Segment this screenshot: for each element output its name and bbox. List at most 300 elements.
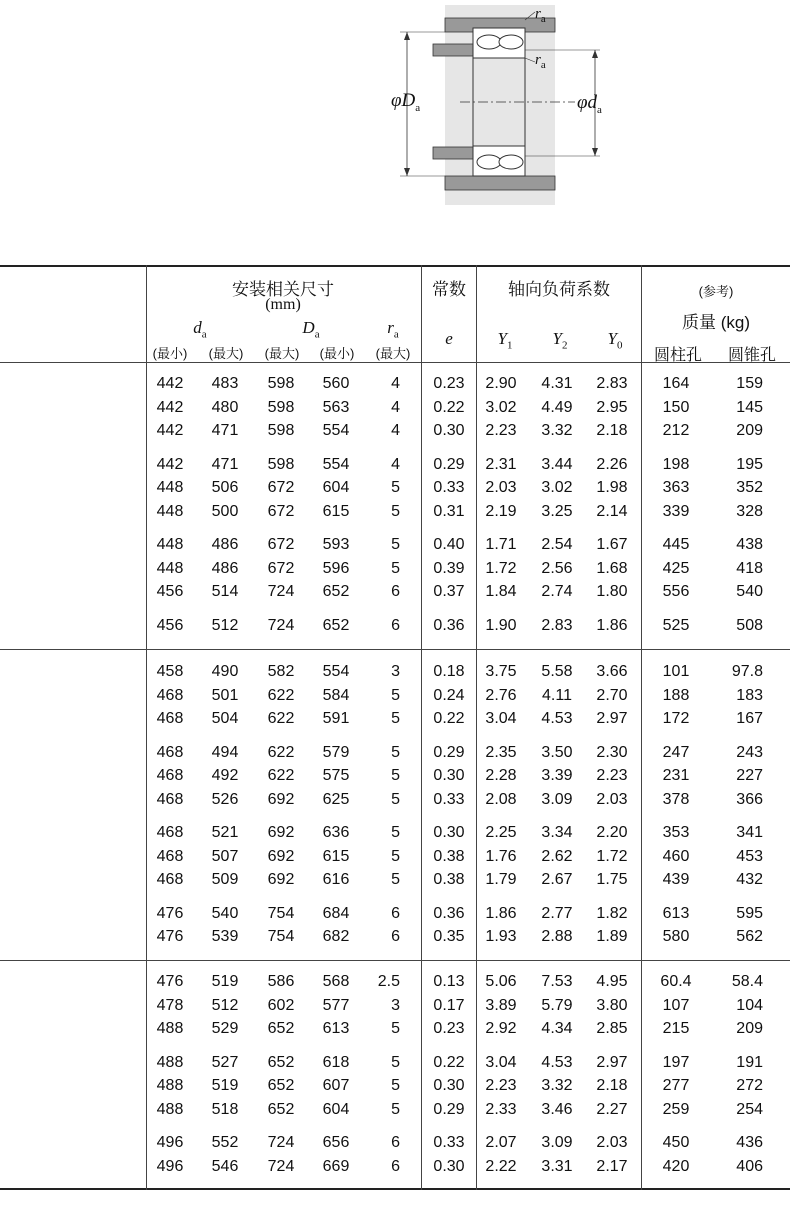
cell-Y0: 2.20: [596, 824, 628, 841]
cell-Da-max: 652: [267, 1077, 295, 1094]
e-symbol: e: [445, 329, 453, 348]
cell-Y0: 3.66: [596, 663, 628, 680]
cell-Y2: 2.88: [541, 928, 573, 945]
cell-Y2: 3.34: [541, 824, 573, 841]
cell-Y0: 2.70: [596, 686, 628, 704]
cell-Da-max: 622: [267, 686, 295, 704]
cell-Da-max: 692: [267, 824, 295, 841]
cell-ra-max: 3: [391, 663, 400, 680]
cell-Y0: 2.03: [596, 790, 628, 808]
cell-Y2: 3.50: [541, 743, 573, 761]
cell-da-max: 509: [211, 871, 239, 888]
cell-Y0: 2.95: [596, 398, 628, 416]
cell-da-min: 468: [156, 743, 184, 761]
cell-Da-min: 591: [322, 710, 350, 727]
cell-da-max: 518: [211, 1100, 239, 1118]
cell-Y1: 2.22: [485, 1157, 517, 1175]
cell-mass-taper: 406: [736, 1157, 763, 1175]
cell-Y0: 1.89: [596, 928, 628, 945]
cell-da-min: 468: [156, 871, 184, 888]
cell-Y0: 2.85: [596, 1020, 628, 1037]
cell-Da-max: 724: [267, 1134, 295, 1151]
cell-mass-taper: 272: [736, 1077, 763, 1094]
cell-mass-cyl: 353: [662, 824, 690, 841]
cell-e: 0.30: [433, 824, 465, 841]
cell-mass-taper: 209: [736, 422, 763, 439]
cell-mass-taper: 418: [736, 559, 763, 577]
cylindrical-bore-header: 圆柱孔: [653, 347, 703, 364]
cell-mass-taper: 195: [736, 455, 763, 473]
cell-mass-cyl: 556: [662, 583, 690, 600]
cell-Y2: 2.74: [541, 583, 573, 600]
cell-Da-max: 672: [267, 502, 295, 520]
cell-da-max: 506: [211, 479, 239, 496]
cell-Da-min: 604: [322, 479, 350, 496]
cell-Y2: 4.31: [541, 375, 573, 392]
cell-Y1: 1.71: [485, 536, 517, 553]
cell-Y2: 3.31: [541, 1157, 573, 1175]
cell-Y0: 1.98: [596, 479, 628, 496]
constant-header: 常数: [432, 280, 466, 299]
bearing-mounting-diagram: [385, 0, 615, 210]
cell-e: 0.22: [433, 1053, 465, 1071]
cell-e: 0.30: [433, 1157, 465, 1175]
cell-da-max: 507: [211, 847, 239, 865]
cell-ra-max: 5: [391, 790, 400, 808]
cell-mass-cyl: 164: [662, 375, 690, 392]
cell-Y1: 2.23: [485, 1077, 517, 1094]
cell-mass-cyl: 212: [662, 422, 690, 439]
cell-Da-min: 568: [322, 973, 350, 990]
cell-da-min: 468: [156, 767, 184, 784]
cell-Y2: 7.53: [541, 973, 573, 990]
cell-ra-max: 6: [391, 928, 400, 945]
cell-mass-taper: 97.8: [731, 663, 763, 680]
cell-Y0: 2.14: [596, 502, 628, 520]
cell-Y2: 3.02: [541, 479, 573, 496]
cell-Da-max: 598: [267, 422, 295, 439]
install-dimensions-header: 安装相关尺寸: [232, 280, 334, 299]
cell-e: 0.33: [433, 790, 465, 808]
cell-e: 0.22: [433, 398, 465, 416]
cell-Da-min: 656: [322, 1134, 350, 1151]
col-divider-1: [146, 265, 147, 1190]
cell-Da-max: 754: [267, 904, 295, 922]
cell-Da-min: 615: [322, 502, 350, 520]
cell-Y1: 2.23: [485, 422, 517, 439]
cell-da-min: 488: [156, 1020, 184, 1037]
cell-da-max: 486: [211, 559, 239, 577]
cell-Y2: 3.25: [541, 502, 573, 520]
cell-mass-cyl: 420: [662, 1157, 690, 1175]
cell-mass-taper: 243: [736, 743, 763, 761]
cell-Da-min: 613: [322, 1020, 350, 1037]
ra-max-label: (最大): [375, 346, 411, 361]
cell-ra-max: 5: [391, 1053, 400, 1071]
cell-Y1: 3.04: [485, 1053, 517, 1071]
cell-mass-taper: 453: [736, 847, 763, 865]
cell-Y0: 2.27: [596, 1100, 628, 1118]
cell-da-min: 478: [156, 996, 184, 1014]
cell-ra-max: 5: [391, 847, 400, 865]
cell-mass-taper: 595: [736, 904, 763, 922]
cell-e: 0.37: [433, 583, 465, 600]
cell-da-min: 468: [156, 710, 184, 727]
cell-Y2: 2.56: [541, 559, 573, 577]
cell-e: 0.29: [433, 1100, 465, 1118]
cell-e: 0.13: [433, 973, 465, 990]
table-bottom-rule: [0, 1188, 790, 1190]
cell-ra-max: 4: [391, 375, 400, 392]
Da-diameter-label: $\varphi D_a$: [391, 90, 421, 114]
cell-e: 0.36: [433, 904, 465, 922]
cell-Y0: 2.26: [596, 455, 628, 473]
cell-mass-cyl: 425: [662, 559, 690, 577]
cell-Da-min: 652: [322, 616, 350, 634]
cell-da-min: 488: [156, 1077, 184, 1094]
cell-da-max: 546: [211, 1157, 239, 1175]
cell-da-min: 468: [156, 686, 184, 704]
cell-Da-min: 593: [322, 536, 350, 553]
cell-Da-max: 754: [267, 928, 295, 945]
da-min-label: (最小): [152, 346, 188, 361]
Da-symbol: $D_a$: [302, 318, 320, 341]
cell-ra-max: 5: [391, 479, 400, 496]
cell-da-max: 490: [211, 663, 239, 680]
cell-Y2: 2.67: [541, 871, 573, 888]
cell-Y0: 2.30: [596, 743, 628, 761]
cell-da-min: 448: [156, 559, 184, 577]
cell-mass-taper: 540: [736, 583, 763, 600]
cell-Y0: 1.68: [596, 559, 628, 577]
cell-Da-max: 582: [267, 663, 295, 680]
cell-Y0: 2.97: [596, 710, 628, 727]
cell-mass-cyl: 339: [662, 502, 690, 520]
cell-mass-taper: 328: [736, 502, 763, 520]
cell-mass-taper: 438: [736, 536, 763, 553]
cell-ra-max: 2.5: [377, 973, 400, 990]
cell-Y1: 1.86: [485, 904, 517, 922]
cell-Y1: 3.04: [485, 710, 517, 727]
cell-Y1: 3.02: [485, 398, 517, 416]
cell-da-min: 468: [156, 847, 184, 865]
cell-ra-max: 6: [391, 616, 400, 634]
ra-symbol: $r_a$: [387, 318, 399, 341]
cell-mass-taper: 159: [736, 375, 763, 392]
cell-Da-min: 584: [322, 686, 350, 704]
cell-e: 0.30: [433, 1077, 465, 1094]
cell-Y1: 2.76: [485, 686, 517, 704]
cell-da-max: 514: [211, 583, 239, 600]
ra-mid-label: $r_a$: [535, 52, 546, 71]
cell-mass-taper: 58.4: [731, 973, 763, 990]
cell-Y0: 1.86: [596, 616, 628, 634]
cell-da-max: 501: [211, 686, 239, 704]
cell-Y2: 3.09: [541, 1134, 573, 1151]
cell-da-min: 448: [156, 536, 184, 553]
cell-mass-taper: 341: [736, 824, 763, 841]
cell-ra-max: 5: [391, 871, 400, 888]
cell-da-min: 496: [156, 1157, 184, 1175]
cell-Y2: 5.79: [541, 996, 573, 1014]
cell-Da-min: 652: [322, 583, 350, 600]
cell-e: 0.38: [433, 871, 465, 888]
cell-Y2: 4.53: [541, 1053, 573, 1071]
cell-Da-max: 622: [267, 743, 295, 761]
cell-e: 0.39: [433, 559, 465, 577]
cell-da-max: 483: [211, 375, 239, 392]
cell-ra-max: 5: [391, 1077, 400, 1094]
cell-mass-cyl: 197: [662, 1053, 690, 1071]
cell-Y2: 3.32: [541, 1077, 573, 1094]
cell-Da-max: 622: [267, 710, 295, 727]
cell-ra-max: 5: [391, 1020, 400, 1037]
cell-mass-taper: 562: [736, 928, 763, 945]
cell-da-max: 471: [211, 455, 239, 473]
cell-da-max: 519: [211, 973, 239, 990]
cell-Y1: 2.03: [485, 479, 517, 496]
cell-Y1: 1.90: [485, 616, 517, 634]
cell-Y0: 2.97: [596, 1053, 628, 1071]
cell-ra-max: 4: [391, 455, 400, 473]
cell-da-min: 488: [156, 1053, 184, 1071]
cell-Y1: 2.07: [485, 1134, 517, 1151]
cell-Y0: 2.18: [596, 1077, 628, 1094]
cell-e: 0.33: [433, 479, 465, 496]
cell-da-max: 500: [211, 502, 239, 520]
cell-Da-min: 616: [322, 871, 350, 888]
cell-da-min: 468: [156, 824, 184, 841]
cell-Da-max: 652: [267, 1020, 295, 1037]
cell-Y1: 1.79: [485, 871, 517, 888]
cell-da-max: 504: [211, 710, 239, 727]
cell-Da-max: 652: [267, 1053, 295, 1071]
cell-Da-min: 625: [322, 790, 350, 808]
cell-mass-cyl: 439: [662, 871, 690, 888]
cell-Da-min: 560: [322, 375, 350, 392]
cell-e: 0.38: [433, 847, 465, 865]
cell-e: 0.23: [433, 375, 465, 392]
cell-da-min: 456: [156, 583, 184, 600]
cell-da-max: 539: [211, 928, 239, 945]
cell-Da-min: 636: [322, 824, 350, 841]
cell-Y1: 2.92: [485, 1020, 517, 1037]
cell-ra-max: 5: [391, 686, 400, 704]
cell-Y0: 4.95: [596, 973, 628, 990]
cell-Da-max: 692: [267, 871, 295, 888]
cell-da-min: 496: [156, 1134, 184, 1151]
cell-mass-taper: 432: [736, 871, 763, 888]
cell-mass-taper: 191: [736, 1053, 763, 1071]
cell-mass-taper: 508: [736, 616, 763, 634]
cell-da-max: 494: [211, 743, 239, 761]
cell-e: 0.22: [433, 710, 465, 727]
cell-Y0: 2.17: [596, 1157, 628, 1175]
cell-Da-min: 554: [322, 663, 350, 680]
cell-Da-max: 652: [267, 1100, 295, 1118]
cell-ra-max: 5: [391, 559, 400, 577]
cell-da-min: 476: [156, 973, 184, 990]
cell-mass-cyl: 60.4: [660, 973, 692, 990]
cell-ra-max: 5: [391, 824, 400, 841]
cell-Da-max: 672: [267, 559, 295, 577]
cell-mass-cyl: 277: [662, 1077, 690, 1094]
cell-da-max: 552: [211, 1134, 239, 1151]
cell-e: 0.33: [433, 1134, 465, 1151]
cell-Da-min: 607: [322, 1077, 350, 1094]
cell-da-max: 492: [211, 767, 239, 784]
cell-mass-cyl: 101: [662, 663, 690, 680]
cell-mass-cyl: 580: [662, 928, 690, 945]
cell-ra-max: 6: [391, 1157, 400, 1175]
cell-Y2: 3.32: [541, 422, 573, 439]
cell-Da-max: 724: [267, 1157, 295, 1175]
cell-ra-max: 6: [391, 904, 400, 922]
cell-e: 0.18: [433, 663, 465, 680]
cell-Y1: 2.08: [485, 790, 517, 808]
cell-Da-min: 669: [322, 1157, 350, 1175]
cell-Da-min: 575: [322, 767, 350, 784]
cell-da-min: 458: [156, 663, 184, 680]
table-top-rule: [0, 265, 790, 267]
cell-da-min: 488: [156, 1100, 184, 1118]
Y2-symbol: $Y_2$: [552, 329, 568, 352]
cell-Da-min: 684: [322, 904, 350, 922]
cell-da-max: 486: [211, 536, 239, 553]
ra-top-label: $r_a$: [535, 6, 546, 25]
cell-mass-cyl: 188: [662, 686, 690, 704]
cell-Da-max: 724: [267, 583, 295, 600]
cell-Da-min: 682: [322, 928, 350, 945]
cell-Y1: 2.19: [485, 502, 517, 520]
cell-e: 0.40: [433, 536, 465, 553]
mm-unit-label: (mm): [265, 296, 301, 313]
reference-label: (参考): [698, 284, 734, 299]
cell-Da-max: 602: [267, 996, 295, 1014]
cell-Da-min: 577: [322, 996, 350, 1014]
cell-mass-taper: 366: [736, 790, 763, 808]
cell-Y0: 2.83: [596, 375, 628, 392]
col-divider-2: [421, 265, 422, 1190]
cell-ra-max: 5: [391, 502, 400, 520]
cell-da-min: 442: [156, 398, 184, 416]
cell-Y1: 1.84: [485, 583, 517, 600]
axial-load-factor-header: 轴向负荷系数: [508, 280, 610, 299]
cell-e: 0.35: [433, 928, 465, 945]
cell-da-min: 476: [156, 904, 184, 922]
cell-Y1: 1.93: [485, 928, 517, 945]
cell-da-min: 442: [156, 455, 184, 473]
cell-Da-max: 724: [267, 616, 295, 634]
cell-Y1: 2.31: [485, 455, 517, 473]
cell-da-max: 471: [211, 422, 239, 439]
cell-mass-taper: 352: [736, 479, 763, 496]
cell-da-min: 468: [156, 790, 184, 808]
cell-da-max: 512: [211, 996, 239, 1014]
cell-mass-taper: 145: [736, 398, 763, 416]
cell-mass-cyl: 378: [662, 790, 690, 808]
da-symbol: $d_a$: [193, 318, 207, 341]
cell-ra-max: 5: [391, 767, 400, 784]
cell-Y1: 1.76: [485, 847, 517, 865]
cell-ra-max: 4: [391, 422, 400, 439]
cell-mass-taper: 209: [736, 1020, 763, 1037]
cell-ra-max: 5: [391, 743, 400, 761]
cell-Y1: 2.33: [485, 1100, 517, 1118]
cell-mass-cyl: 247: [662, 743, 690, 761]
cell-Y2: 4.53: [541, 710, 573, 727]
cell-Y0: 2.03: [596, 1134, 628, 1151]
cell-Da-max: 598: [267, 398, 295, 416]
cell-Y0: 3.80: [596, 996, 628, 1014]
cell-Da-min: 618: [322, 1053, 350, 1071]
cell-Y2: 2.62: [541, 847, 573, 865]
cell-Da-max: 598: [267, 455, 295, 473]
cell-mass-taper: 227: [736, 767, 763, 784]
cell-ra-max: 4: [391, 398, 400, 416]
Da-min-label: (最小): [319, 346, 355, 361]
cell-da-max: 529: [211, 1020, 239, 1037]
cell-mass-cyl: 231: [662, 767, 690, 784]
cell-e: 0.29: [433, 455, 465, 473]
cell-e: 0.17: [433, 996, 465, 1014]
cell-ra-max: 6: [391, 583, 400, 600]
cell-mass-taper: 167: [736, 710, 763, 727]
cell-Y1: 3.89: [485, 996, 517, 1014]
cell-Y2: 3.46: [541, 1100, 573, 1118]
cell-Y1: 2.25: [485, 824, 517, 841]
cell-mass-cyl: 445: [662, 536, 690, 553]
cell-Y0: 1.82: [596, 904, 628, 922]
cell-mass-cyl: 107: [662, 996, 690, 1014]
cell-mass-cyl: 172: [662, 710, 690, 727]
cell-Da-max: 692: [267, 790, 295, 808]
cell-Y1: 2.28: [485, 767, 517, 784]
cell-mass-cyl: 363: [662, 479, 690, 496]
cell-Y0: 1.67: [596, 536, 628, 553]
cell-Da-max: 692: [267, 847, 295, 865]
cell-da-min: 442: [156, 375, 184, 392]
cell-Y1: 3.75: [485, 663, 517, 680]
cell-e: 0.30: [433, 422, 465, 439]
cell-da-min: 448: [156, 502, 184, 520]
cell-mass-taper: 183: [736, 686, 763, 704]
cell-mass-taper: 254: [736, 1100, 763, 1118]
Y0-symbol: $Y_0$: [607, 329, 623, 352]
cell-e: 0.24: [433, 686, 465, 704]
col-divider-4: [641, 265, 642, 1190]
Da-max-label: (最大): [264, 346, 300, 361]
Y1-symbol: $Y_1$: [497, 329, 513, 352]
cell-ra-max: 5: [391, 536, 400, 553]
group-divider-2: [0, 960, 790, 961]
cell-Y1: 2.35: [485, 743, 517, 761]
cell-ra-max: 3: [391, 996, 400, 1014]
cell-Y2: 4.49: [541, 398, 573, 416]
cell-Y2: 4.34: [541, 1020, 573, 1037]
cell-Da-min: 554: [322, 455, 350, 473]
cell-Y2: 3.39: [541, 767, 573, 784]
group-divider-1: [0, 649, 790, 650]
cell-Da-min: 563: [322, 398, 350, 416]
cell-Da-max: 622: [267, 767, 295, 784]
cell-e: 0.31: [433, 502, 465, 520]
cell-da-max: 526: [211, 790, 239, 808]
da-max-label: (最大): [208, 346, 244, 361]
cell-mass-cyl: 525: [662, 616, 690, 634]
cell-da-max: 527: [211, 1053, 239, 1071]
cell-Y1: 5.06: [485, 973, 517, 990]
